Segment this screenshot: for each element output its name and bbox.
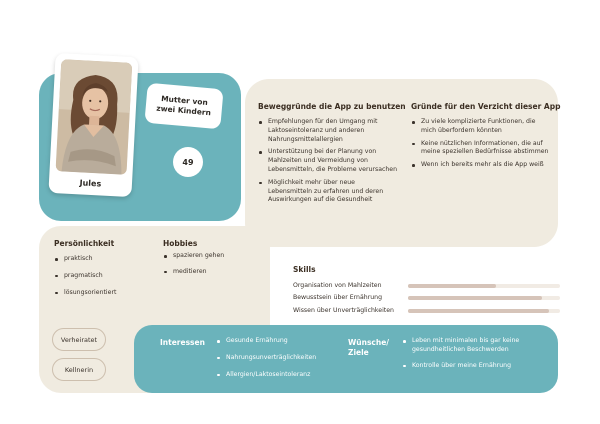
list-item: lösungsorientiert <box>54 289 154 298</box>
reasons-for-title: Beweggründe die App zu benutzen <box>258 102 406 111</box>
personality-list <box>54 255 154 305</box>
profile-photo <box>56 59 133 175</box>
profile-photo-card <box>48 53 138 197</box>
skill-bar <box>408 309 560 313</box>
age-badge: 49 <box>173 147 203 177</box>
list-item: Empfehlungen für den Umgang mit Laktoseintoleranz und anderen Nahrungsmittelallergien <box>258 118 398 144</box>
list-item: Gesunde Ernährung <box>216 337 346 346</box>
list-item: spazieren gehen <box>163 252 263 261</box>
list-item: Keine nützlichen Informationen, die auf meine speziellen Bedürfnisse abstimmen <box>411 140 551 158</box>
skill-bar <box>408 284 560 288</box>
tag-marital-status: Verheiratet <box>52 328 106 351</box>
list-item: meditieren <box>163 268 263 277</box>
list-item: Unterstützung bei der Planung von Mahlzeiten und Vermeidung von Lebensmitteln, die Probleme verursachen <box>258 148 398 174</box>
reasons-against-list <box>411 118 551 174</box>
skill-bar-fill <box>408 284 496 288</box>
skill-bar-fill <box>408 296 542 300</box>
wishes-list <box>402 337 552 377</box>
list-item: Allergien/Laktoseintoleranz <box>216 371 346 380</box>
skill-bar-fill <box>408 309 549 313</box>
skill-label: Organisation von Mahlzeiten <box>293 282 382 289</box>
list-item: Zu viele komplizierte Funktionen, die mich überfordern könnten <box>411 118 551 136</box>
list-item: pragmatisch <box>54 272 154 281</box>
interests-list <box>216 337 346 387</box>
hobbies-list <box>163 252 263 284</box>
list-item: Wenn ich bereits mehr als die App weiß <box>411 161 551 170</box>
persona-name: Jules <box>79 178 102 189</box>
skill-label: Bewusstsein über Ernährung <box>293 294 383 301</box>
wishes-title: Wünsche/ Ziele <box>348 338 390 358</box>
skill-bar <box>408 296 560 300</box>
list-item: Möglichkeit mehr über neue Lebensmitteln zu erfahren und deren Auswirkungen auf die Gesundheit <box>258 179 398 205</box>
list-item: Nahrungsunverträglichkeiten <box>216 354 346 363</box>
personality-title: Persönlichkeit <box>54 239 115 248</box>
skills-title: Skills <box>293 265 316 274</box>
tag-occupation: Kellnerin <box>52 358 106 381</box>
list-item: Kontrolle über meine Ernährung <box>402 362 552 371</box>
list-item: Leben mit minimalen bis gar keine gesundheitlichen Beschwerden <box>402 337 552 355</box>
hobbies-title: Hobbies <box>163 239 198 248</box>
reasons-for-list <box>258 118 398 209</box>
list-item: praktisch <box>54 255 154 264</box>
interests-title: Interessen <box>160 338 205 347</box>
skill-label: Wissen über Unverträglichkeiten <box>293 307 394 314</box>
role-badge: Mutter von zwei Kindern <box>144 83 223 129</box>
reasons-against-title: Gründe für den Verzicht dieser App <box>411 102 561 111</box>
